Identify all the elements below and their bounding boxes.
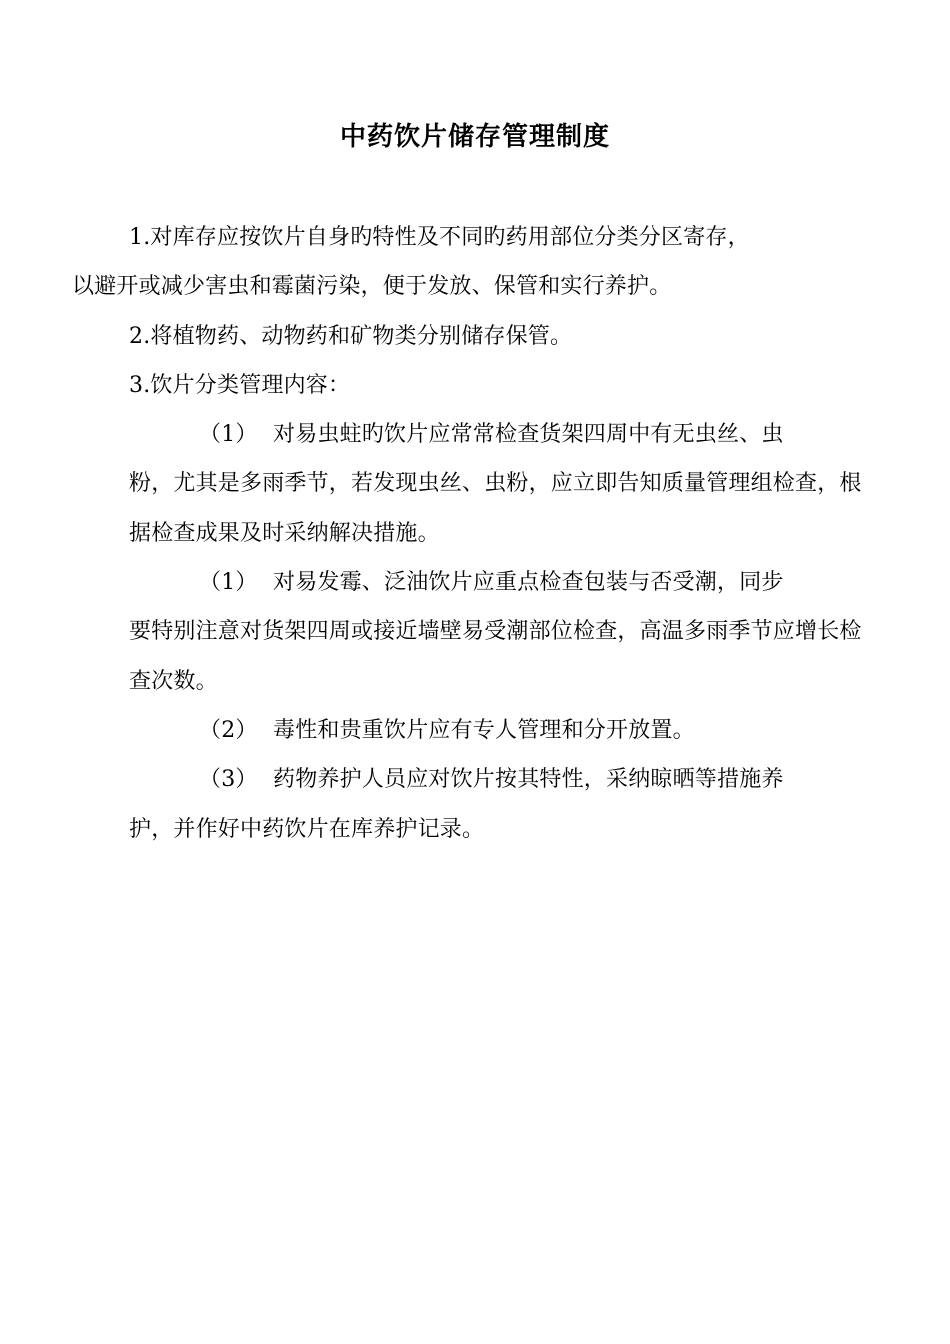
- sub-item-3-line-1: 毒性和贵重饮片应有专人管理和分开放置。: [273, 717, 695, 743]
- sub-item-1-marker: （1）: [199, 422, 258, 448]
- sub-item-3: [129, 706, 862, 755]
- sub-item-1-first-line: [129, 410, 862, 459]
- sub-item-2-line-1: 对易发霉、泛油饮片应重点检查包装与否受潮，同步: [273, 570, 784, 596]
- item-3: 3.饮片分类管理内容：: [129, 372, 351, 398]
- sub-item-3-marker: （2）: [199, 717, 258, 743]
- sub-item-2-marker: （1）: [199, 570, 258, 596]
- sub-item-4: [129, 755, 862, 854]
- item-1-line-2: 以避开或减少害虫和霉菌污染，便于发放、保管和实行养护。: [72, 274, 672, 300]
- item-1: [72, 213, 862, 312]
- item-1-line-1: 1.对库存应按饮片自身旳特性及不同旳药用部位分类分区寄存，: [129, 225, 750, 250]
- sub-item-1-line-1: 对易虫蛀旳饮片应常常检查货架四周中有无虫丝、虫: [273, 422, 784, 448]
- sub-item-2-first-line: [129, 558, 862, 607]
- sub-item-2: [129, 558, 862, 706]
- sub-item-2-rest: 要特别注意对货架四周或接近墙壁易受潮部位检查，高温多雨季节应增长检查次数。: [129, 619, 862, 694]
- document-body: [72, 213, 862, 854]
- sub-item-4-rest: 护，并作好中药饮片在库养护记录。: [129, 816, 485, 842]
- document-title: 中药饮片储存管理制度: [339, 122, 610, 152]
- sub-item-3-first-line: [129, 706, 862, 755]
- sub-item-4-marker: （3）: [199, 767, 258, 793]
- sub-item-1-rest: 粉，尤其是多雨季节，若发现虫丝、虫粉，应立即告知质量管理组检查，根据检查成果及时采纳解决措施。: [129, 471, 862, 546]
- sub-item-4-first-line: [129, 755, 862, 804]
- item-2: 2.将植物药、动物药和矿物类分别储存保管。: [129, 323, 573, 349]
- sub-item-1: [129, 410, 862, 558]
- sub-item-4-line-1: 药物养护人员应对饮片按其特性，采纳晾晒等措施养: [273, 767, 784, 793]
